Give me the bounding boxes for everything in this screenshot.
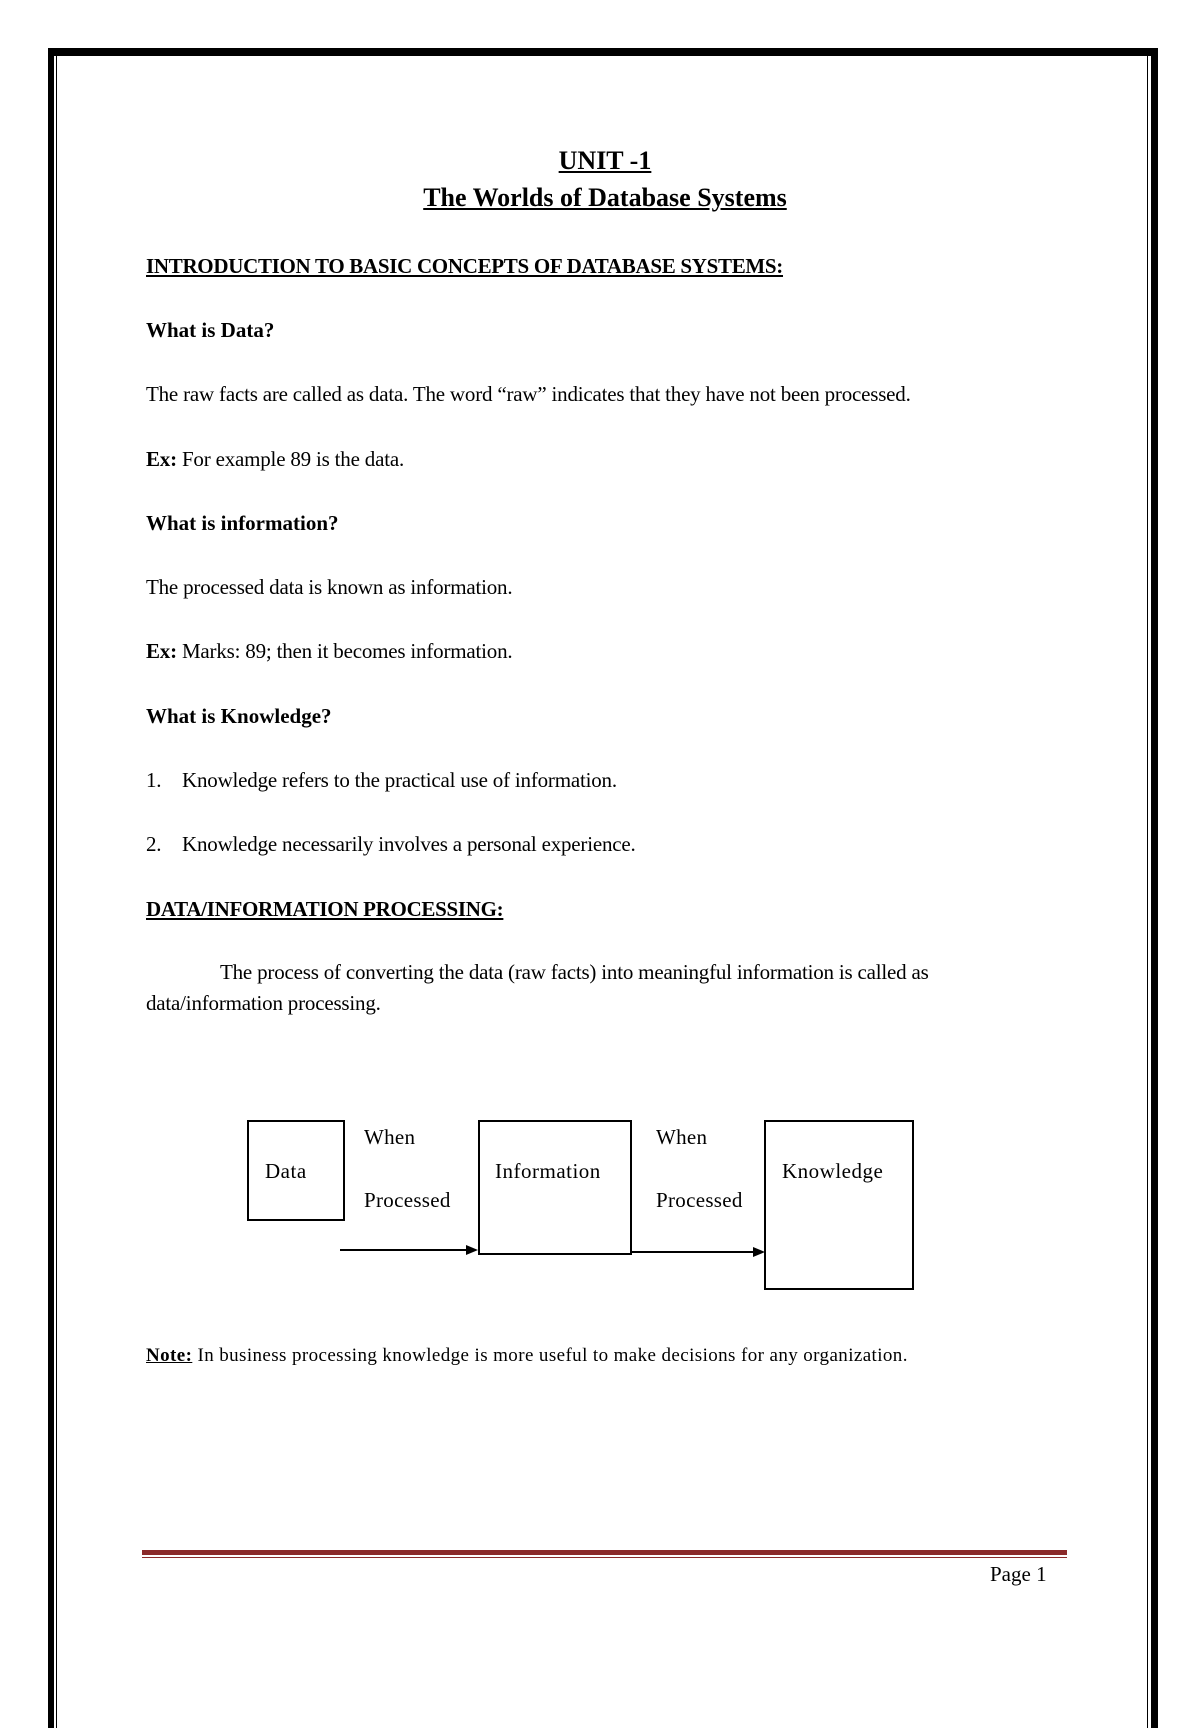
note-label: Note: [146, 1345, 193, 1366]
information-example [146, 639, 512, 664]
processing-paragraph: The process of converting the data (raw facts) into meaningful information is called as data/information processing. [146, 960, 929, 1015]
list-text: Knowledge necessarily involves a personal experience. [182, 832, 636, 856]
data-definition: The raw facts are called as data. The word “raw” indicates that they have not been processed. [146, 382, 911, 406]
arrow1-bottom-label: Processed [364, 1188, 451, 1212]
data-question: What is Data? [146, 318, 275, 342]
intro-heading: INTRODUCTION TO BASIC CONCEPTS OF DATABASE SYSTEMS: [146, 254, 784, 278]
information-example-label: Ex: [146, 639, 177, 663]
data-example-label: Ex: [146, 447, 177, 471]
knowledge-question: What is Knowledge? [146, 704, 332, 728]
document-title: The Worlds of Database Systems [423, 183, 787, 212]
arrow2-bottom-label: Processed [656, 1188, 743, 1212]
information-example-text: Marks: 89; then it becomes information. [176, 639, 513, 663]
note-text: In business processing knowledge is more useful to make decisions for any organization. [192, 1345, 908, 1366]
data-box-label: Data [265, 1159, 307, 1183]
list-number: 1. [146, 768, 162, 792]
footer-rule [142, 1550, 1067, 1555]
data-example-text: For example 89 is the data. [176, 447, 404, 471]
information-definition: The processed data is known as information. [146, 575, 513, 599]
note [146, 1345, 908, 1367]
arrow-information-to-knowledge [631, 1244, 767, 1260]
list-text: Knowledge refers to the practical use of information. [182, 768, 617, 792]
arrow2-top-label: When [656, 1125, 708, 1149]
arrow1-top-label: When [364, 1125, 416, 1149]
page-border [48, 48, 1158, 1728]
data-box [247, 1120, 345, 1221]
knowledge-list-item [146, 768, 617, 793]
information-box-label: Information [495, 1159, 601, 1183]
page-number: Page 1 [990, 1562, 1047, 1586]
unit-title: UNIT -1 [558, 146, 652, 175]
knowledge-list-item [146, 832, 636, 857]
information-question: What is information? [146, 511, 339, 535]
knowledge-box [764, 1120, 914, 1290]
arrow-data-to-information [340, 1242, 480, 1258]
footer-rule-thin [142, 1557, 1067, 1558]
information-box [478, 1120, 632, 1255]
data-example [146, 447, 404, 472]
knowledge-box-label: Knowledge [782, 1159, 884, 1183]
list-number: 2. [146, 832, 162, 856]
processing-heading: DATA/INFORMATION PROCESSING: [146, 897, 504, 921]
